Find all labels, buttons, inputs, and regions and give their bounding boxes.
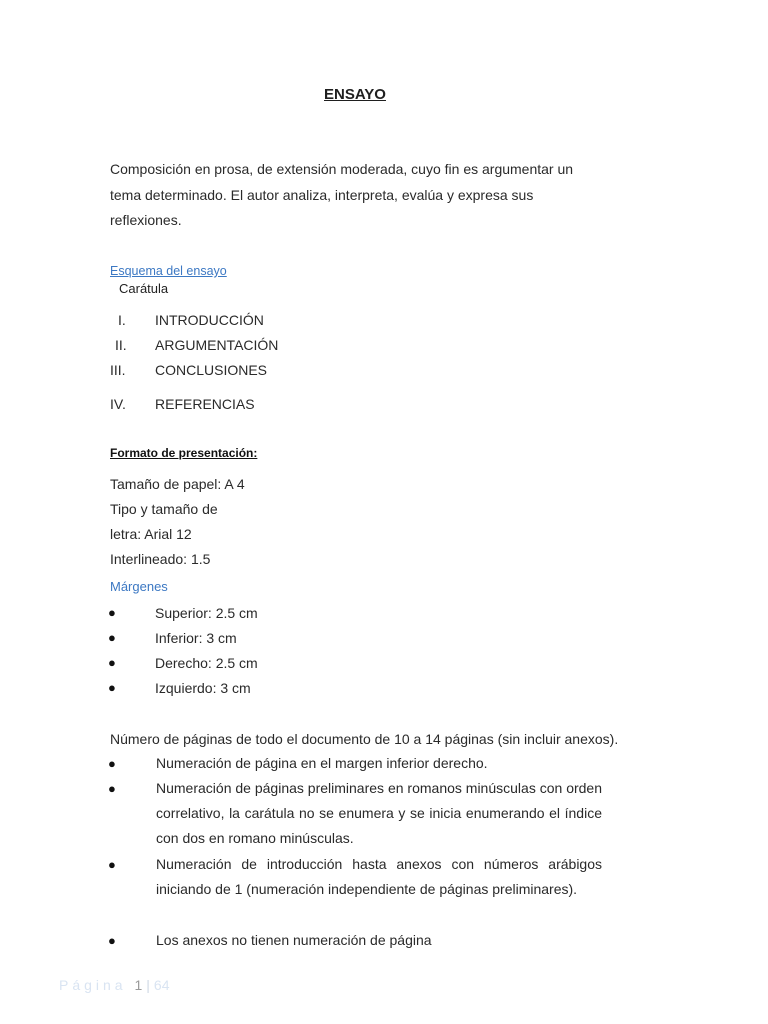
footer-label: Página bbox=[59, 977, 127, 993]
page-footer bbox=[59, 977, 170, 993]
schema-item-conclusiones: CONCLUSIONES bbox=[155, 362, 268, 378]
margin-bullet-4: ● bbox=[108, 680, 116, 695]
margin-izquierdo: Izquierdo: 3 cm bbox=[155, 680, 251, 696]
margin-superior: Superior: 2.5 cm bbox=[155, 605, 258, 621]
numbering-bullet-1: ● bbox=[108, 756, 116, 771]
schema-num-4: IV. bbox=[110, 396, 126, 412]
margins-heading: Márgenes bbox=[110, 579, 168, 594]
numbering-bullet-2: ● bbox=[108, 781, 116, 796]
margin-derecho: Derecho: 2.5 cm bbox=[155, 655, 258, 671]
schema-item-argumentacion: ARGUMENTACIÓN bbox=[155, 337, 279, 353]
pages-count-line: Número de páginas de todo el documento de 10 a 14 páginas (sin incluir anexos). bbox=[110, 731, 619, 747]
schema-num-3: III. bbox=[110, 362, 126, 378]
font-line-2: letra: Arial 12 bbox=[110, 526, 192, 542]
schema-item-introduccion: INTRODUCCIÓN bbox=[155, 312, 264, 328]
footer-separator: | bbox=[146, 977, 150, 993]
numbering-item-4: Los anexos no tienen numeración de página bbox=[156, 932, 432, 948]
schema-num-1: I. bbox=[118, 312, 126, 328]
margin-bullet-2: ● bbox=[108, 630, 116, 645]
footer-total-pages: 64 bbox=[153, 977, 170, 993]
format-heading: Formato de presentación: bbox=[110, 446, 258, 460]
spacing-line: Interlineado: 1.5 bbox=[110, 551, 211, 567]
footer-current-page: 1 bbox=[134, 977, 143, 993]
margin-bullet-1: ● bbox=[108, 605, 116, 620]
margin-bullet-3: ● bbox=[108, 655, 116, 670]
numbering-item-1: Numeración de página en el margen inferior derecho. bbox=[156, 755, 488, 771]
document-title: ENSAYO bbox=[324, 86, 386, 103]
margin-inferior: Inferior: 3 cm bbox=[155, 630, 237, 646]
font-line-1: Tipo y tamaño de bbox=[110, 501, 218, 517]
numbering-bullet-3: ● bbox=[108, 857, 116, 872]
cover-label: Carátula bbox=[119, 281, 169, 296]
schema-num-2: II. bbox=[115, 337, 127, 353]
numbering-item-3: Numeración de introducción hasta anexos con números arábigos iniciando de 1 (numeración independiente de páginas preliminares). bbox=[156, 856, 602, 897]
numbering-item-2: Numeración de páginas preliminares en romanos minúsculas con orden correlativo, la carátula no se enumera y se inicia enumerando el índice con dos en romano minúsculas. bbox=[156, 780, 602, 846]
intro-paragraph: Composición en prosa, de extensión moderada, cuyo fin es argumentar un tema determinado. El autor analiza, interpreta, evalúa y expresa sus reflexiones. bbox=[110, 161, 574, 228]
numbering-bullet-4: ● bbox=[108, 933, 116, 948]
schema-item-referencias: REFERENCIAS bbox=[155, 396, 255, 412]
paper-size-line: Tamaño de papel: A 4 bbox=[110, 476, 245, 492]
schema-heading-link[interactable]: Esquema del ensayo bbox=[110, 264, 227, 278]
